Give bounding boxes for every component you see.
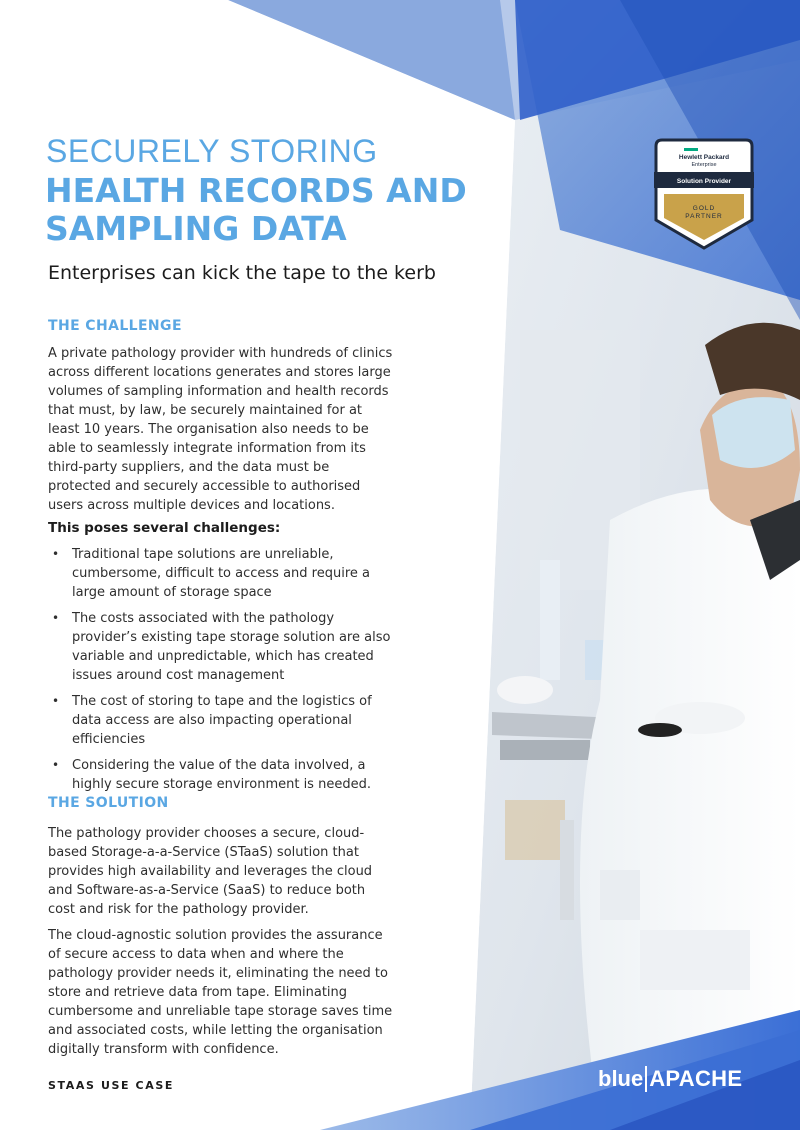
challenge-paragraph: A private pathology provider with hundreds of clinics across different locations generates and stores large volumes of sampling information and health records that must, by law, be securely maintained for at least 10 years. The organisation also needs to be able to seamlessly integrate information from its third-party suppliers, and the data must be protected and securely accessible to authorised users across multiple devices and locations. (48, 346, 393, 513)
bullet-text: Considering the value of the data involved, a highly secure storage environment is needed. (72, 758, 371, 792)
title-line-1: SECURELY STORING (46, 133, 378, 169)
logo-separator (645, 1066, 647, 1092)
badge-company-line1: Hewlett Packard (678, 154, 730, 161)
footer-label: STAAS USE CASE (48, 1079, 174, 1092)
solution-paragraph-2: The cloud-agnostic solution provides the assurance of secure access to data when and where the pathology provider needs it, eliminating the need to store and retrieve data from tape. Eliminating cumbersome and unreliable tape storage saves time and associated costs, while letting the organisation digitally transform with confidence. (48, 928, 393, 1057)
bullet-text: The cost of storing to tape and the logistics of data access are also impacting operational efficiencies (72, 694, 372, 747)
solution-paragraph-1: The pathology provider chooses a secure, cloud-based Storage-a-a-Service (STaaS) solution that provides high availability and leverages the cloud and Software-as-a-Service (SaaS) to reduce both cost and risk for the pathology provider. (48, 826, 373, 917)
badge-company-line2: Enterprise (691, 162, 717, 168)
challenge-heading: THE CHALLENGE (48, 318, 182, 334)
title-bold-block (45, 172, 467, 248)
badge-band-text: Solution Provider (676, 178, 732, 185)
title-line-2: HEALTH RECORDS AND (45, 171, 467, 210)
subtitle: Enterprises can kick the tape to the kerb (48, 262, 436, 284)
hpe-logo-bar-icon (684, 148, 698, 151)
bullet-icon: • (52, 547, 60, 561)
solution-heading: THE SOLUTION (48, 795, 169, 811)
bullet-text: The costs associated with the pathology provider’s existing tape storage solution are also variable and unpredictable, which has created issues around cost management (72, 611, 391, 683)
challenge-lead: This poses several challenges: (48, 520, 281, 536)
bullet-icon: • (52, 758, 60, 772)
list-item (48, 692, 393, 749)
list-item (48, 756, 393, 794)
logo-part-apache: APACHE (649, 1066, 743, 1091)
title-line-3: SAMPLING DATA (45, 209, 347, 248)
logo-part-blue: blue (598, 1066, 644, 1091)
blueapache-logo (598, 1066, 742, 1092)
list-item (48, 609, 393, 685)
hpe-gold-partner-badge (654, 138, 754, 250)
bullet-icon: • (52, 694, 60, 708)
bullet-icon: • (52, 611, 60, 625)
challenge-bullet-list (48, 545, 393, 801)
badge-tier-line2: PARTNER (685, 213, 723, 220)
bullet-text: Traditional tape solutions are unreliable, cumbersome, difficult to access and require a large amount of storage space (72, 547, 370, 600)
list-item (48, 545, 393, 602)
badge-tier-line1: GOLD (692, 205, 716, 212)
